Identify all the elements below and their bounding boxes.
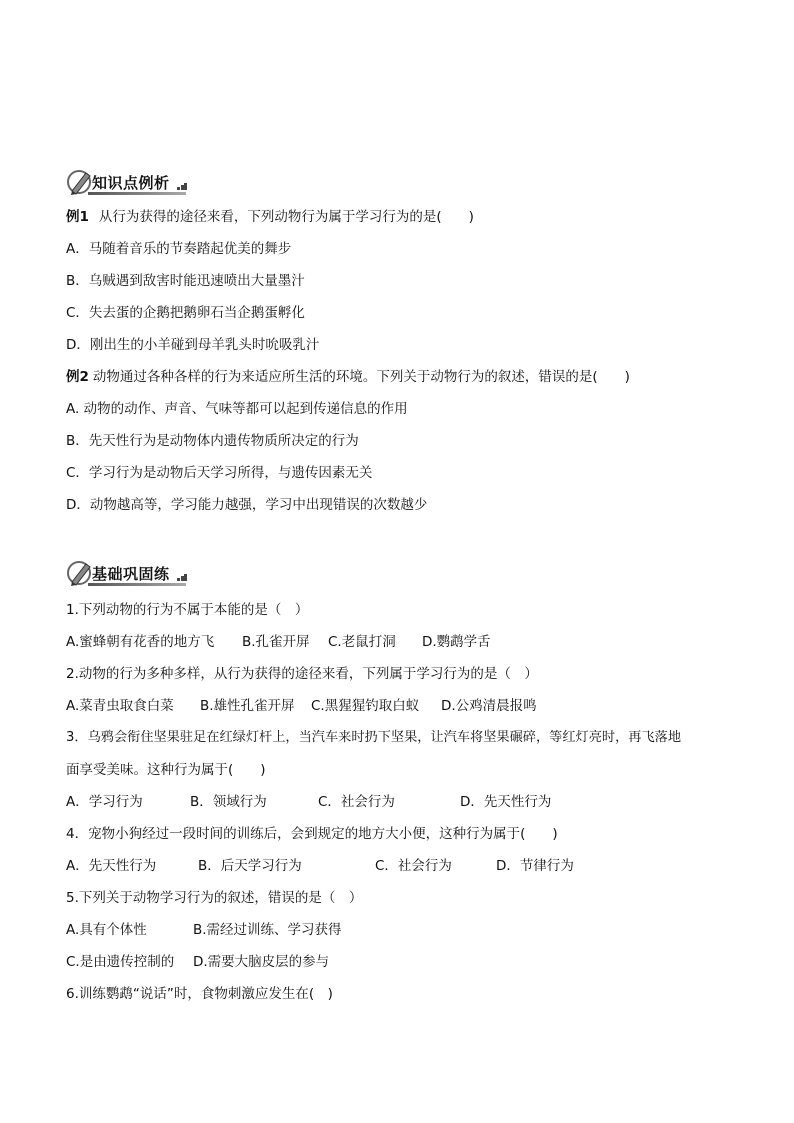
section-title: 基础巩固练 (92, 565, 170, 583)
example1-stem: 例1 从行为获得的途径来看，下列动物行为属于学习行为的是( ) (66, 209, 474, 225)
q3-option-d: D．先天性行为 (460, 794, 552, 810)
q1-option-d: D.鹦鹉学舌 (422, 634, 491, 650)
q3-stem-line1: 3．乌鸦会衔住坚果驻足在红绿灯杆上，当汽车来时扔下坚果，让汽车将坚果碾碎，等红灯亮时，再飞落地 (66, 730, 682, 745)
q3-option-c: C．社会行为 (318, 794, 395, 810)
q4-option-c: C．社会行为 (375, 858, 452, 874)
q2-option-a: A.菜青虫取食白菜 (66, 698, 174, 714)
example2-stem: 例2 动物通过各种各样的行为来适应所生活的环境。下列关于动物行为的叙述，错误的是( ) (66, 369, 630, 385)
q1-options (66, 632, 730, 652)
example1-option-a: A．马随着音乐的节奏踏起优美的舞步 (66, 241, 292, 257)
q5-option-b: B.需经过训练、学习获得 (193, 922, 342, 938)
q5-option-a: A.具有个体性 (66, 922, 147, 938)
corner-squares-icon (177, 183, 187, 193)
q3-option-b: B．领域行为 (190, 794, 267, 810)
example2-option-d: D．动物越高等，学习能力越强，学习中出现错误的次数越少 (66, 497, 428, 513)
example1-label: 例1 (66, 209, 89, 225)
example1-option-b: B．乌贼遇到敌害时能迅速喷出大量墨汁 (66, 273, 305, 289)
section-title: 知识点例析 (92, 174, 170, 192)
example1-option-d: D．刚出生的小羊碰到母羊乳头时吮吸乳汁 (66, 337, 320, 353)
q2-stem: 2.动物的行为多种多样，从行为获得的途径来看，下列属于学习行为的是（ ） (66, 666, 538, 682)
example2-option-b: B．先天性行为是动物体内遗传物质所决定的行为 (66, 433, 359, 449)
q4-stem: 4．宠物小狗经过一段时间的训练后，会到规定的地方大小便，这种行为属于( ) (66, 826, 558, 842)
example2-label: 例2 (66, 369, 89, 385)
corner-squares-icon (177, 574, 187, 584)
q4-option-b: B．后天学习行为 (198, 858, 302, 874)
section-header-basic (66, 558, 196, 588)
q6-stem: 6.训练鹦鹉“说话”时，食物刺激应发生在( ) (66, 986, 333, 1002)
q4-option-a: A．先天性行为 (66, 858, 157, 874)
q3-options (66, 792, 730, 812)
q5-option-c: C.是由遗传控制的 (66, 954, 175, 970)
q1-option-c: C.老鼠打洞 (328, 634, 396, 650)
q1-option-b: B.孔雀开屏 (242, 634, 310, 650)
section-header-knowledge (66, 167, 196, 197)
q5-options-row1 (66, 920, 730, 940)
q5-stem: 5.下列关于动物学习行为的叙述，错误的是（ ） (66, 890, 363, 906)
q3-stem-line2: 面享受美味。这种行为属于( ) (66, 762, 266, 778)
q4-option-d: D．节律行为 (496, 858, 574, 874)
q2-option-d: D.公鸡清晨报鸣 (441, 698, 537, 714)
q1-option-a: A.蜜蜂朝有花香的地方飞 (66, 634, 215, 650)
example1-option-c: C．失去蛋的企鹅把鹅卵石当企鹅蛋孵化 (66, 305, 305, 321)
section-underline (88, 192, 186, 195)
q3-option-a: A．学习行为 (66, 794, 143, 810)
example2-option-c: C．学习行为是动物后天学习所得，与遗传因素无关 (66, 465, 373, 481)
q5-option-d: D.需要大脑皮层的参与 (193, 954, 330, 970)
q2-options (66, 696, 730, 716)
q4-options (66, 856, 730, 876)
q1-stem: 1.下列动物的行为不属于本能的是（ ） (66, 602, 309, 618)
section-underline (88, 583, 186, 586)
q2-option-b: B.雄性孔雀开屏 (200, 698, 295, 714)
example2-option-a: A. 动物的动作、声音、气味等都可以起到传递信息的作用 (66, 401, 408, 417)
q2-option-c: C.黑猩猩钓取白蚁 (311, 698, 420, 714)
q5-options-row2 (66, 952, 730, 972)
